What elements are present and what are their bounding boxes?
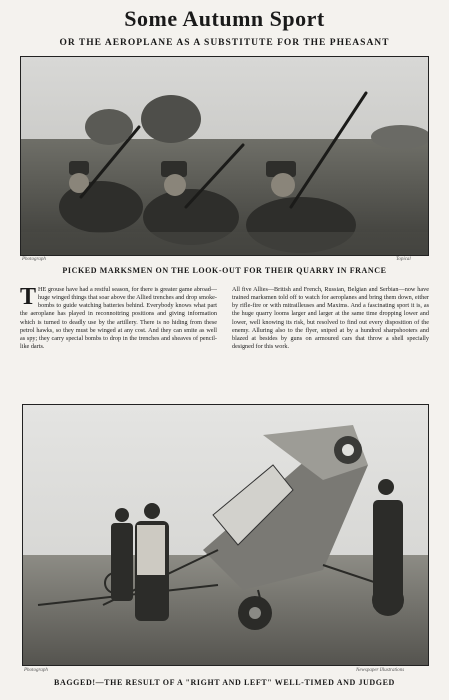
article-column-2: All five Allies—British and French, Russian, Belgian and Serbian—now have trained marksmen told off to watch for aeroplanes and bring them down, either by rifle-fire or with mitrailleuses and Maxims. And a fascinating sport it is, as the huge quarry looms larger and larger at the same time dropping lower and lower, well knowing its risk, but resolved to find out every disposition of the enemy. Alluring also to the flyer, sniped at by a hundred sharpshooters and blazed at besides by guns on armoured cars that throw a shell specially designed for this work.: [232, 286, 429, 351]
marksmen-photo: [20, 56, 429, 256]
bottom-photo-credit-left: Photograph: [24, 668, 48, 673]
article-column-1: [20, 286, 217, 351]
page-title: Some Autumn Sport: [124, 6, 325, 31]
top-photo-credit-left: Photograph: [22, 257, 46, 262]
top-photo-caption: PICKED MARKSMEN ON THE LOOK-OUT FOR THEIR QUARRY IN FRANCE: [62, 266, 387, 275]
drop-cap: T: [20, 284, 37, 310]
aeroplane-photo: [22, 404, 429, 666]
page-subtitle: OR THE AEROPLANE AS A SUBSTITUTE FOR THE PHEASANT: [59, 38, 390, 48]
top-photo-credit-right: Topical: [396, 257, 411, 262]
bottom-photo-credit-right: Newspaper Illustrations: [356, 668, 405, 673]
article-column-1-text: HE grouse have had a restful season, for there is greater game abroad—huge winged things that soar above the Allied trenches and drop smoke-bombs to guide watching batteries behind. Everybody knows what part the aeroplane has played in reconnoitring positions and giving information which is turned to deadly use by the artillery. There is no hiding from these petrol hawks, so they must be winged at any cost. And they can smite as well as spy; they carry special bombs to drop in the trenches and sheaves of pencil-like darts.: [20, 286, 217, 351]
bottom-photo-caption: BAGGED!—THE RESULT OF A "RIGHT AND LEFT" WELL-TIMED AND JUDGED: [54, 678, 395, 687]
